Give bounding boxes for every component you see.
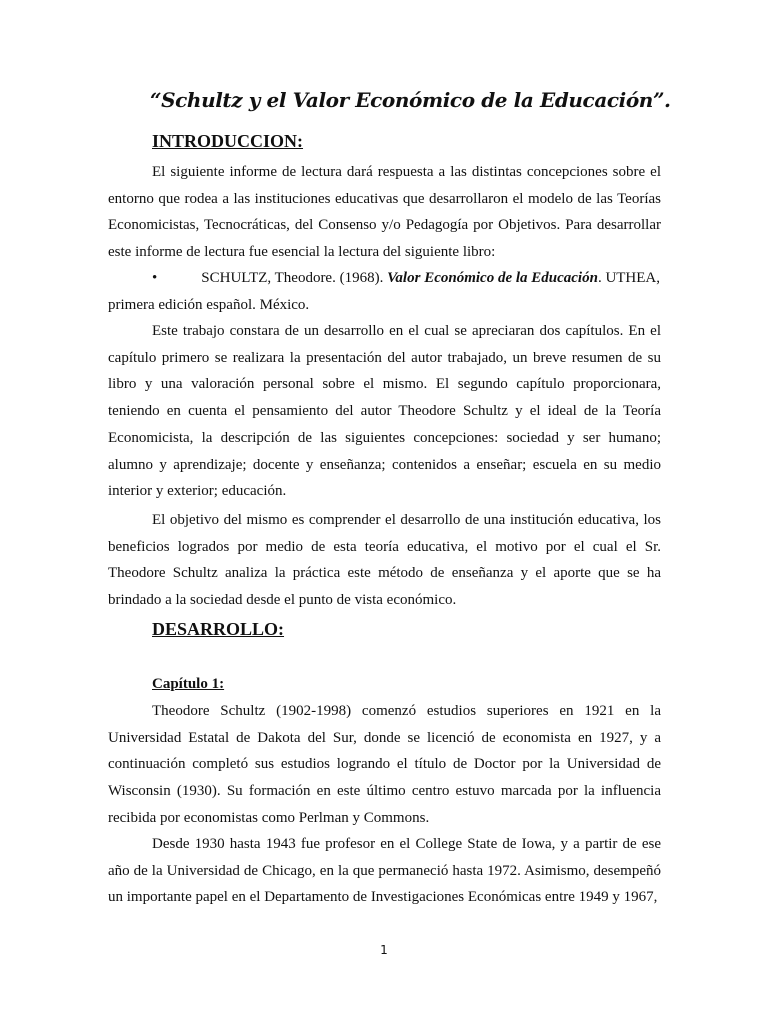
reference-author: SCHULTZ, Theodore. (1968). <box>201 270 388 286</box>
bullet-icon: • <box>152 270 158 286</box>
page-number: 1 <box>380 943 388 957</box>
introduction-heading: INTRODUCCION: <box>152 131 304 151</box>
reference-book-title: Valor Económico de la Educación <box>387 270 598 286</box>
intro-paragraph-1: El siguiente informe de lectura dará respuesta a las distintas concepciones sobre el entorno que rodea a las instituciones educativas que desarrollaron el modelo de las Teorías Economicistas, Tecnocráticas, del Consenso y/o Pedagogía por Objetivos. Para desarrollar este informe de lectura fue esencial la lectura del siguiente libro: <box>108 164 661 261</box>
book-reference <box>108 265 661 318</box>
chapter-1-heading: Capítulo 1: <box>152 676 225 692</box>
development-paragraph-2: Desde 1930 hasta 1943 fue profesor en el College State de Iowa, y a partir de ese año de la Universidad de Chicago, en la que permaneció hasta 1972. Asimismo, desempeñó un importante papel en el Departamento de Investigaciones Económicas entre 1949 y 1967, <box>108 836 661 906</box>
development-heading: DESARROLLO: <box>152 619 285 639</box>
document-title: “Schultz y el Valor Económico de la Educación”. <box>150 88 671 112</box>
intro-paragraph-3: El objetivo del mismo es comprender el desarrollo de una institución educativa, los beneficios logrados por medio de esta teoría educativa, el motivo por el cual el Sr. Theodore Schultz analiza la práctica este método de enseñanza y el aporte que se ha brindado a la sociedad desde el punto de vista económico. <box>108 512 661 609</box>
intro-paragraph-2: Este trabajo constara de un desarrollo en el cual se apreciaran dos capítulos. En el capítulo primero se realizara la presentación del autor trabajado, un breve resumen de su libro y una valoración personal sobre el mismo. El segundo capítulo proporcionara, teniendo en cuenta el pensamiento del autor Theodore Schultz y el ideal de la Teoría Economicista, la descripción de las siguientes concepciones: sociedad y ser humano; alumno y aprendizaje; docente y enseñanza; contenidos a enseñar; escuela en su medio interior y exterior; educación. <box>108 323 661 500</box>
reference-publisher: . UTHEA, primera edición español. México. <box>108 270 661 313</box>
development-paragraph-1: Theodore Schultz (1902-1998) comenzó estudios superiores en 1921 en la Universidad Estatal de Dakota del Sur, donde se licenció de economista en 1927, y a continuación completó sus estudios logrando el título de Doctor por la Universidad de Wisconsin (1930). Su formación en este último centro estuvo marcada por la influencia recibida por economistas como Perlman y Commons. <box>108 703 661 826</box>
